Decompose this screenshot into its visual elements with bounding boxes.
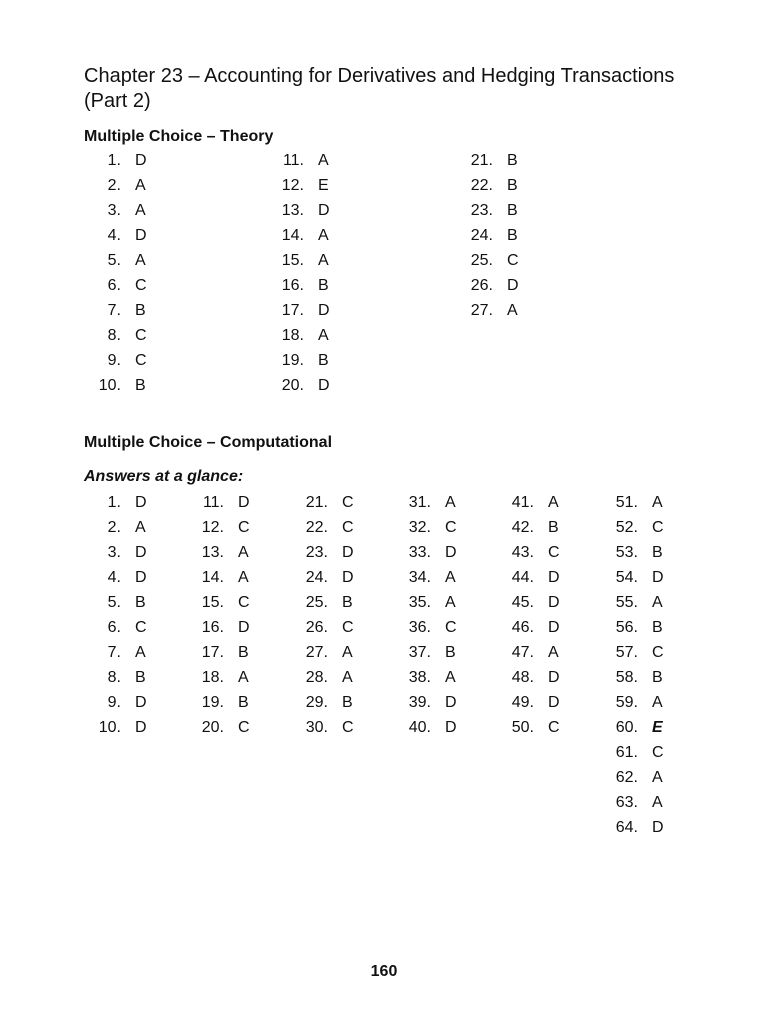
answer-letter: B	[342, 594, 353, 611]
answer-item	[496, 665, 560, 690]
answer-letter: B	[507, 152, 518, 169]
answer-letter: C	[238, 594, 250, 611]
answer-item	[393, 490, 456, 515]
question-number: 16.	[281, 277, 304, 294]
answer-letter: B	[507, 177, 518, 194]
answer-letter: C	[507, 252, 519, 269]
answer-item	[83, 223, 147, 248]
answer-item	[83, 690, 147, 715]
question-number: 18.	[281, 327, 304, 344]
answer-letter: B	[342, 694, 353, 711]
answer-item	[266, 198, 330, 223]
answer-item	[496, 640, 559, 665]
answer-item	[290, 515, 354, 540]
question-number: 4.	[107, 569, 121, 586]
answer-item	[83, 615, 147, 640]
answer-item	[290, 565, 354, 590]
question-number: 60.	[615, 719, 638, 736]
answer-letter: D	[652, 819, 664, 836]
answer-letter: D	[445, 719, 457, 736]
question-number: 5.	[107, 252, 121, 269]
answer-letter: C	[342, 494, 354, 511]
question-number: 34.	[408, 569, 431, 586]
question-number: 1.	[107, 494, 121, 511]
answer-letter: A	[445, 569, 456, 586]
question-number: 9.	[107, 694, 121, 711]
answer-item	[83, 148, 147, 173]
answer-item	[290, 590, 353, 615]
answer-item	[266, 273, 329, 298]
answer-item	[455, 223, 518, 248]
answer-item	[393, 540, 457, 565]
answer-letter: C	[135, 277, 147, 294]
answer-item	[83, 248, 146, 273]
answer-letter: D	[342, 569, 354, 586]
answer-item	[496, 565, 560, 590]
answer-letter: E	[318, 177, 329, 194]
answer-item	[266, 248, 329, 273]
answer-letter: A	[318, 152, 329, 169]
answer-item	[600, 665, 663, 690]
answer-letter: D	[135, 544, 147, 561]
answer-item	[496, 715, 560, 740]
question-number: 21.	[305, 494, 328, 511]
answer-item	[186, 540, 249, 565]
question-number: 19.	[281, 352, 304, 369]
answer-item	[455, 273, 519, 298]
answer-letter: A	[548, 644, 559, 661]
question-number: 12.	[201, 519, 224, 536]
question-number: 12.	[281, 177, 304, 194]
question-number: 44.	[511, 569, 534, 586]
answer-item	[455, 148, 518, 173]
answer-item	[393, 690, 457, 715]
answer-item	[186, 515, 250, 540]
answer-letter: B	[135, 594, 146, 611]
answer-letter: B	[135, 377, 146, 394]
answer-letter: D	[548, 569, 560, 586]
answer-letter: D	[445, 694, 457, 711]
question-number: 61.	[615, 744, 638, 761]
answer-item	[83, 323, 147, 348]
answer-item	[186, 590, 250, 615]
question-number: 64.	[615, 819, 638, 836]
answer-letter: B	[652, 544, 663, 561]
answer-letter: C	[238, 719, 250, 736]
answer-letter: A	[445, 669, 456, 686]
answer-item	[186, 690, 249, 715]
answer-item	[600, 540, 663, 565]
answer-item	[600, 815, 664, 840]
answer-item	[600, 640, 664, 665]
answer-letter: B	[652, 669, 663, 686]
question-number: 17.	[281, 302, 304, 319]
answer-item	[600, 590, 663, 615]
answer-letter: D	[238, 619, 250, 636]
question-number: 6.	[107, 619, 121, 636]
answer-letter: B	[507, 202, 518, 219]
answer-letter: A	[135, 202, 146, 219]
answer-item	[496, 490, 559, 515]
answer-item	[455, 248, 519, 273]
question-number: 55.	[615, 594, 638, 611]
answer-letter: A	[652, 769, 663, 786]
answer-letter: D	[652, 569, 664, 586]
question-number: 19.	[201, 694, 224, 711]
answer-item	[83, 540, 147, 565]
question-number: 13.	[281, 202, 304, 219]
computational-subheading: Answers at a glance:	[84, 468, 244, 485]
answer-item	[393, 615, 457, 640]
answer-letter: C	[238, 519, 250, 536]
answer-item	[290, 640, 353, 665]
question-number: 48.	[511, 669, 534, 686]
answer-item	[393, 515, 457, 540]
answer-letter: E	[652, 719, 663, 736]
answer-letter: A	[135, 519, 146, 536]
question-number: 32.	[408, 519, 431, 536]
answer-item	[83, 298, 146, 323]
question-number: 26.	[305, 619, 328, 636]
answer-item	[290, 490, 354, 515]
answer-letter: D	[318, 377, 330, 394]
answer-letter: D	[238, 494, 250, 511]
answer-item	[393, 565, 456, 590]
answer-letter: D	[135, 569, 147, 586]
answer-letter: B	[507, 227, 518, 244]
question-number: 23.	[470, 202, 493, 219]
answer-letter: A	[342, 669, 353, 686]
answer-letter: B	[318, 352, 329, 369]
question-number: 20.	[201, 719, 224, 736]
question-number: 30.	[305, 719, 328, 736]
answer-item	[290, 615, 354, 640]
question-number: 24.	[470, 227, 493, 244]
question-number: 20.	[281, 377, 304, 394]
question-number: 51.	[615, 494, 638, 511]
question-number: 9.	[107, 352, 121, 369]
answer-letter: A	[445, 594, 456, 611]
question-number: 53.	[615, 544, 638, 561]
answer-letter: C	[445, 519, 457, 536]
question-number: 2.	[107, 177, 121, 194]
question-number: 13.	[201, 544, 224, 561]
question-number: 58.	[615, 669, 638, 686]
answer-letter: C	[548, 719, 560, 736]
answer-letter: D	[318, 202, 330, 219]
answer-item	[83, 515, 146, 540]
question-number: 17.	[201, 644, 224, 661]
question-number: 54.	[615, 569, 638, 586]
question-number: 57.	[615, 644, 638, 661]
answer-letter: D	[548, 669, 560, 686]
answer-letter: A	[507, 302, 518, 319]
question-number: 46.	[511, 619, 534, 636]
question-number: 11.	[282, 152, 304, 169]
answer-letter: C	[342, 719, 354, 736]
answer-letter: B	[238, 694, 249, 711]
question-number: 22.	[470, 177, 493, 194]
question-number: 31.	[408, 494, 431, 511]
answer-item	[600, 790, 663, 815]
answer-item	[266, 148, 329, 173]
question-number: 14.	[281, 227, 304, 244]
question-number: 7.	[107, 644, 121, 661]
question-number: 39.	[408, 694, 431, 711]
question-number: 27.	[470, 302, 493, 319]
answer-item	[266, 323, 329, 348]
answer-letter: D	[135, 694, 147, 711]
answer-letter: A	[652, 794, 663, 811]
answer-item	[266, 373, 330, 398]
answer-item	[600, 615, 663, 640]
question-number: 49.	[511, 694, 534, 711]
page-number: 160	[370, 963, 398, 980]
answer-item	[266, 348, 329, 373]
answer-item	[266, 298, 330, 323]
question-number: 43.	[511, 544, 534, 561]
answer-letter: C	[135, 352, 147, 369]
answer-letter: D	[135, 227, 147, 244]
question-number: 25.	[305, 594, 328, 611]
answer-item	[83, 273, 147, 298]
question-number: 14.	[201, 569, 224, 586]
answer-letter: C	[445, 619, 457, 636]
answer-item	[186, 640, 249, 665]
answer-item	[186, 665, 249, 690]
answer-letter: C	[652, 519, 664, 536]
answer-letter: B	[135, 669, 146, 686]
answer-letter: A	[652, 494, 663, 511]
question-number: 11.	[202, 494, 224, 511]
answer-item	[83, 198, 146, 223]
answer-item	[393, 640, 456, 665]
question-number: 28.	[305, 669, 328, 686]
question-number: 8.	[107, 327, 121, 344]
answer-letter: A	[652, 594, 663, 611]
question-number: 37.	[408, 644, 431, 661]
computational-heading: Multiple Choice – Computational	[84, 434, 333, 451]
answer-letter: D	[135, 719, 147, 736]
answer-letter: A	[135, 644, 146, 661]
question-number: 15.	[201, 594, 224, 611]
answer-letter: A	[652, 694, 663, 711]
theory-heading: Multiple Choice – Theory	[84, 128, 274, 145]
answer-letter: D	[507, 277, 519, 294]
answer-item	[186, 490, 250, 515]
question-number: 10.	[98, 719, 121, 736]
answer-letter: A	[342, 644, 353, 661]
question-number: 15.	[281, 252, 304, 269]
answer-item	[600, 490, 663, 515]
answer-letter: B	[445, 644, 456, 661]
answer-item	[83, 590, 146, 615]
answer-item	[393, 590, 456, 615]
answer-item	[600, 565, 664, 590]
answer-letter: A	[548, 494, 559, 511]
answer-item	[496, 540, 560, 565]
question-number: 36.	[408, 619, 431, 636]
question-number: 42.	[511, 519, 534, 536]
answer-letter: C	[652, 644, 664, 661]
question-number: 22.	[305, 519, 328, 536]
answer-item	[83, 173, 146, 198]
answer-letter: B	[652, 619, 663, 636]
answer-letter: D	[135, 494, 147, 511]
answer-item	[186, 565, 249, 590]
answer-item	[266, 173, 329, 198]
answer-letter: A	[318, 327, 329, 344]
answer-item	[455, 198, 518, 223]
question-number: 62.	[615, 769, 638, 786]
answer-item	[600, 715, 663, 740]
answer-item	[83, 640, 146, 665]
question-number: 21.	[470, 152, 493, 169]
question-number: 1.	[107, 152, 121, 169]
answer-item	[600, 765, 663, 790]
question-number: 2.	[107, 519, 121, 536]
question-number: 16.	[201, 619, 224, 636]
answer-letter: C	[135, 327, 147, 344]
answer-letter: D	[445, 544, 457, 561]
answer-letter: A	[135, 177, 146, 194]
answer-letter: A	[445, 494, 456, 511]
answer-letter: D	[342, 544, 354, 561]
answer-letter: B	[548, 519, 559, 536]
answer-item	[290, 715, 354, 740]
question-number: 8.	[107, 669, 121, 686]
question-number: 10.	[98, 377, 121, 394]
answer-letter: C	[652, 744, 664, 761]
question-number: 24.	[305, 569, 328, 586]
answer-letter: D	[318, 302, 330, 319]
answer-letter: B	[238, 644, 249, 661]
question-number: 3.	[107, 544, 121, 561]
question-number: 4.	[107, 227, 121, 244]
answer-letter: A	[318, 227, 329, 244]
answer-item	[186, 715, 250, 740]
answer-item	[266, 223, 329, 248]
answer-letter: D	[548, 594, 560, 611]
question-number: 50.	[511, 719, 534, 736]
question-number: 56.	[615, 619, 638, 636]
answer-letter: C	[135, 619, 147, 636]
question-number: 41.	[511, 494, 534, 511]
question-number: 52.	[615, 519, 638, 536]
question-number: 47.	[511, 644, 534, 661]
answer-item	[290, 540, 354, 565]
question-number: 38.	[408, 669, 431, 686]
answer-item	[496, 515, 559, 540]
page-title: Chapter 23 – Accounting for Derivatives and Hedging Transactions (Part 2)	[84, 65, 675, 112]
question-number: 29.	[305, 694, 328, 711]
question-number: 18.	[201, 669, 224, 686]
answer-letter: C	[342, 619, 354, 636]
answer-item	[496, 590, 560, 615]
question-number: 3.	[107, 202, 121, 219]
answer-letter: A	[318, 252, 329, 269]
answer-item	[83, 373, 146, 398]
question-number: 7.	[107, 302, 121, 319]
answer-item	[455, 173, 518, 198]
question-number: 45.	[511, 594, 534, 611]
answer-item	[290, 665, 353, 690]
question-number: 23.	[305, 544, 328, 561]
question-number: 6.	[107, 277, 121, 294]
answer-letter: A	[238, 544, 249, 561]
answer-item	[83, 565, 147, 590]
answer-letter: B	[135, 302, 146, 319]
answer-letter: B	[318, 277, 329, 294]
answer-letter: A	[238, 569, 249, 586]
answer-letter: D	[548, 619, 560, 636]
question-number: 63.	[615, 794, 638, 811]
answer-item	[600, 740, 664, 765]
question-number: 35.	[408, 594, 431, 611]
question-number: 40.	[408, 719, 431, 736]
answer-letter: A	[135, 252, 146, 269]
answer-letter: C	[548, 544, 560, 561]
answer-item	[600, 690, 663, 715]
question-number: 26.	[470, 277, 493, 294]
question-number: 33.	[408, 544, 431, 561]
answer-item	[186, 615, 250, 640]
answer-item	[393, 715, 457, 740]
question-number: 25.	[470, 252, 493, 269]
question-number: 59.	[615, 694, 638, 711]
answer-item	[83, 348, 147, 373]
question-number: 5.	[107, 594, 121, 611]
answer-item	[496, 615, 560, 640]
answer-item	[83, 490, 147, 515]
answer-letter: A	[238, 669, 249, 686]
answer-item	[496, 690, 560, 715]
answer-letter: C	[342, 519, 354, 536]
answer-item	[393, 665, 456, 690]
answer-letter: D	[548, 694, 560, 711]
answer-item	[83, 665, 146, 690]
question-number: 27.	[305, 644, 328, 661]
answer-item	[83, 715, 147, 740]
answer-letter: D	[135, 152, 147, 169]
answer-item	[455, 298, 518, 323]
answer-item	[290, 690, 353, 715]
answer-item	[600, 515, 664, 540]
